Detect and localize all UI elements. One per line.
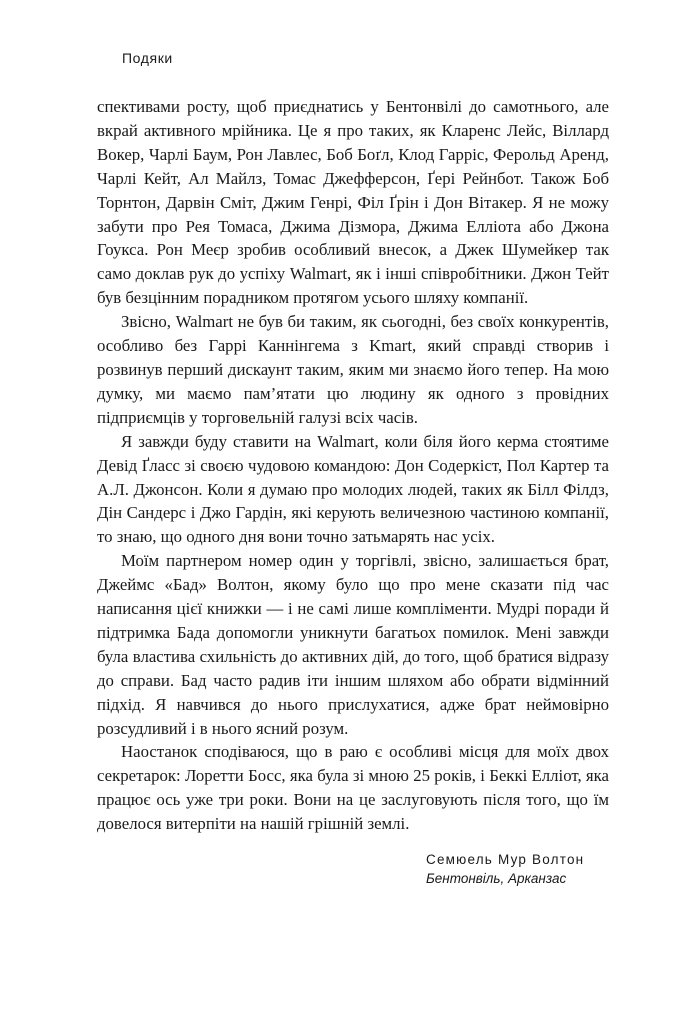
signature-place: Бентонвіль, Арканзас bbox=[426, 871, 567, 886]
paragraph: спективами росту, щоб приєднатись у Бентонвілі до самотнього, але вкрай активного мрійника. Це я про таких, як Кларенс Лейс, Віллард Вокер, Чарлі Баум, Рон Лавлес, Боб Боґл, Клод Гарріс, Ферольд Аренд, Чарлі Кейт, Ал Майлз, Томас Джефферсон, Ґері Рейнбот. Також Боб Торнтон, Дарвін Сміт, Джим Генрі, Філ Ґрін і Дон Вітакер. Я не можу забути про Рея Томаса, Джима Дізмора, Джима Елліота або Джона Гоукса. Рон Меєр зробив особливий внесок, а Джек Шумейкер так само доклав рук до успіху Walmart, як і інші співробітники. Джон Тейт був безцінним порадником протягом усього шляху компанії. bbox=[97, 97, 609, 308]
paragraph: Я завжди буду ставити на Walmart, коли біля його керма стоятиме Девід Ґласс зі своєю чудовою командою: Дон Содеркіст, Пол Картер та А.Л. Джонсон. Коли я думаю про молодих людей, таких як Білл Філдз, Дін Сандерс і Джо Гардін, які керують величезною частиною компанії, то знаю, що одного дня вони точно затьмарять нас усіх. bbox=[97, 431, 609, 547]
signature-name: Семюель Мур Волтон bbox=[426, 852, 585, 867]
signature-block bbox=[426, 850, 584, 888]
paragraph: Моїм партнером номер один у торгівлі, звісно, залишається брат, Джеймс «Бад» Волтон, якому було що про мене сказати під час написання цієї книжки — і не самі лише компліменти. Мудрі поради й підтримка Бада допомогли уникнути багатьох помилок. Мені завжди була властива схильність до активних дій, до того, щоб братися відразу до справи. Бад часто радив іти іншим шляхом або обрати відмінний підхід. Я навчився до нього прислухатися, адже брат неймовірно розсудливий і в нього ясний розум. bbox=[97, 551, 609, 738]
paragraph: Наостанок сподіваюся, що в раю є особливі місця для моїх двох секретарок: Лоретти Босс, яка була зі мною 25 років, і Беккі Елліот, яка працює ось уже три роки. Вони на це заслуговують після того, що їм довелося витерпіти на нашій грішній землі. bbox=[97, 742, 609, 834]
body-text bbox=[97, 95, 609, 836]
paragraph: Звісно, Walmart не був би таким, як сьогодні, без своїх конкурентів, особливо без Гаррі Каннінгема з Kmart, який справді створив і розвинув перший дискаунт таким, яким ми знаємо його тепер. На мою думку, ми маємо пам’ятати цю людину як одного з провідних підприємців у торговельній галузі всіх часів. bbox=[97, 312, 609, 427]
running-head: Подяки bbox=[122, 50, 173, 66]
